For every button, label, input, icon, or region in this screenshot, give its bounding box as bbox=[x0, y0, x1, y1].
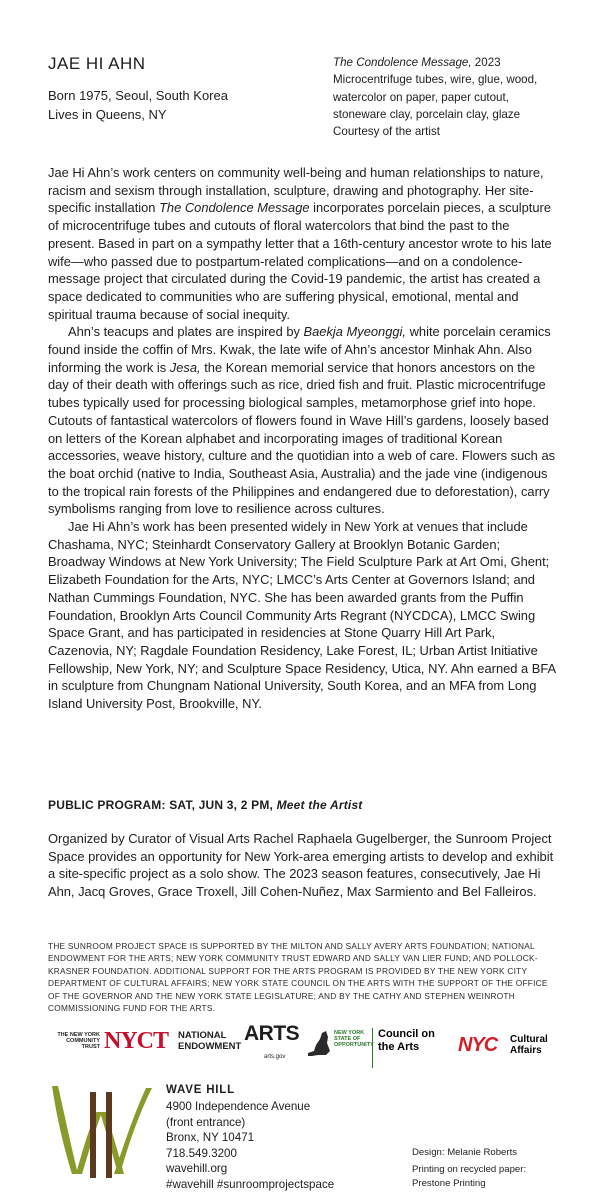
text-run: Ahn’s teacups and plates are inspired by bbox=[68, 324, 304, 340]
work-medium-1: Microcentrifuge tubes, wire, glue, wood, bbox=[333, 73, 538, 87]
work-caption bbox=[333, 54, 537, 140]
nys-line-2: STATE OF bbox=[334, 1036, 361, 1042]
work-year: 2023 bbox=[471, 56, 501, 69]
support-credits: THE SUNROOM PROJECT SPACE IS SUPPORTED BY THE MILTON AND SALLY AVERY ARTS FOUNDATION; NATIONAL ENDOWMENT FOR THE ARTS; NEW YORK COMMUNITY TRUST EDWARD AND SALLY VAN LIER FUND; AND POLLOCK-KRASNER FOUNDATION. ADDITIONAL SUPPORT FOR THE ARTS PROGRAM IS PROVIDED BY THE NEW YORK CITY DEPARTMENT OF CULTURAL AFFAIRS; NEW YORK STATE COUNCIL ON THE ARTS WITH THE SUPPORT OF THE OFFICE OF THE GOVERNOR AND THE NEW YORK STATE LEGISLATURE; AND BY THE CATHY AND STEPHEN WEINROTH COMMISSIONING FUND FOR THE ARTS. bbox=[48, 941, 548, 1014]
artist-born: Born 1975, Seoul, South Korea bbox=[48, 88, 228, 103]
text-run: white porcelain ceramics found inside the coffin of Mrs. Kwak, the late wife of Ahn’s ancestor Minhak Ahn. Also informing the work is bbox=[48, 324, 551, 375]
phone-number: 718.549.3200 bbox=[166, 1146, 237, 1160]
nea-arts: ARTS bbox=[244, 1022, 300, 1045]
work-medium-2: watercolor on paper, paper cutout, bbox=[333, 90, 509, 104]
nysca-line-1: Council on bbox=[378, 1028, 435, 1040]
printing-credit-2: Prestone Printing bbox=[412, 1177, 486, 1189]
organized-by: Organized by Curator of Visual Arts Rachel Raphaela Gugelberger, the Sunroom Project Space provides an opportunity for New York-area emerging artists to develop and exhibit a site-specific project as a solo show. The 2023 season features, consecutively, Jae Hi Ahn, Jacq Groves, Grace Troxell, Jill Cohen-Nuñez, Max Sarmiento and Bel Falleiros. bbox=[48, 831, 554, 900]
essay-paragraph-1 bbox=[48, 164, 558, 323]
nyc-line-1: Cultural bbox=[510, 1034, 548, 1045]
nyct-logo-mark: NYCT bbox=[104, 1028, 169, 1054]
address-street: 4900 Independence Avenue bbox=[166, 1100, 311, 1113]
address-city: Bronx, NY 10471 bbox=[166, 1131, 255, 1144]
term-italic: Jesa, bbox=[169, 359, 201, 375]
text-run: incorporates porcelain pieces, a sculpture of microcentrifuge tubes and cutouts of floral watercolors that bind the past to the present. Based in part on a sympathy letter that a 16th-century ancestor wrote to his late wife—who passed due to postpartum-related complications—and on a condolence-message project that circulated during the Covid-19 pandemic, the artist has created a space dedicated to communities who are suffering physical, emotional, mental and spiritual trauma because of social inequity. bbox=[48, 200, 552, 322]
nyc-cultural-affairs-text bbox=[510, 1034, 548, 1074]
text-run: the Korean memorial service that honors ancestors on the day of their death with offerings such as rice, dried fish and fruit. Plastic microcentrifuge tubes typically used for processing biological samples, metamorphose grief into hope. Cutouts of fantastical watercolors of flowers found in Wave Hill’s gardens, loosely based on letters of the Korean alphabet and incorporating images of traditional Korean accessories, weave history, culture and the quotidian into a web of care. Flowers such as the boat orchid (native to India, Southeast Asia, Australia) and the jade vine (indigenous to the tropical rain forests of the Philippines and endangered due to deforestation), carry symbolisms ranging from love to resilience across cultures. bbox=[48, 359, 556, 517]
essay-paragraph-2 bbox=[48, 323, 558, 518]
nea-url: arts.gov bbox=[264, 1054, 286, 1060]
work-medium-3: stoneware clay, porcelain clay, glaze bbox=[333, 107, 521, 121]
artist-name: JAE HI AHN bbox=[48, 54, 146, 73]
public-program bbox=[48, 798, 363, 812]
wave-hill-address bbox=[166, 1099, 334, 1192]
program-label: PUBLIC PROGRAM: SAT, JUN 3, 2 PM, bbox=[48, 798, 277, 812]
nea-logo bbox=[178, 1022, 300, 1070]
program-event: Meet the Artist bbox=[276, 798, 363, 812]
website-link[interactable]: wavehill.org bbox=[166, 1162, 228, 1175]
new-york-state-icon bbox=[306, 1026, 332, 1066]
nyc-logo-mark: NYC bbox=[458, 1034, 498, 1056]
artist-bio bbox=[48, 86, 228, 124]
artist-residence: Lives in Queens, NY bbox=[48, 107, 167, 122]
nysca-logo bbox=[372, 1028, 435, 1068]
work-credit: Courtesy of the artist bbox=[333, 125, 440, 139]
nysca-line-2: the Arts bbox=[378, 1041, 420, 1053]
text-run: Jae Hi Ahn’s work centers on community well-being and human relationships to nature, racism and sexism through installation, sculpture, drawing and photography. Her site-specific installation bbox=[48, 165, 544, 216]
work-title-italic: The Condolence Message bbox=[159, 200, 310, 216]
hashtags: #wavehill #sunroomprojectspace bbox=[166, 1177, 335, 1191]
essay-body bbox=[48, 164, 558, 713]
production-credits bbox=[412, 1146, 526, 1190]
wave-hill-name: WAVE HILL bbox=[166, 1084, 235, 1096]
nyct-logo-text: THE NEW YORK COMMUNITY TRUST bbox=[57, 1032, 100, 1050]
nys-line-3: OPPORTUNITY bbox=[334, 1042, 374, 1048]
nys-line-1: NEW YORK bbox=[334, 1030, 365, 1036]
printing-credit-1: Printing on recycled paper: bbox=[412, 1163, 527, 1175]
design-credit: Design: Melanie Roberts bbox=[412, 1147, 518, 1158]
nea-line-2: ENDOWMENT bbox=[178, 1041, 242, 1052]
nyc-line-2: Affairs bbox=[510, 1045, 542, 1056]
work-title-line bbox=[333, 54, 537, 71]
term-italic: Baekja Myeonggi, bbox=[303, 324, 407, 340]
essay-paragraph-3: Jae Hi Ahn’s work has been presented widely in New York at venues that include Chashama, NYC; Steinhardt Conservatory Gallery at Brooklyn Botanic Garden; Broadway Windows at New York University; The Field Sculpture Park at Art Omi, Ghent; Elizabeth Foundation for the Arts, NYC; LMCC’s Arts Center at Governors Island; and Nathan Cummings Foundation, NYC. She has been awarded grants from the Puffin Foundation, Brooklyn Arts Council Community Arts Regrant (NYCDCA), LMCC Swing Space Grant, and has participated in residencies at Stone Quarry Hill Art Park, Cazenovia, NY; Ragdale Foundation Residency, Lake Forest, IL; Urban Artist Initiative Fellowship, New York, NY; and Sculpture Space Residency, Utica, NY. Ahn earned a BFA in sculpture from Chungnam National University, South Korea, and an MFA from Long Island University Post, Brookville, NY. bbox=[48, 519, 556, 712]
address-note: (front entrance) bbox=[166, 1115, 246, 1129]
funder-logos bbox=[48, 1022, 558, 1066]
wave-hill-logo-icon bbox=[48, 1082, 156, 1188]
work-title: The Condolence Message, bbox=[333, 56, 472, 69]
nea-line-1: NATIONAL bbox=[178, 1030, 227, 1041]
nys-logo-text bbox=[334, 1030, 374, 1070]
